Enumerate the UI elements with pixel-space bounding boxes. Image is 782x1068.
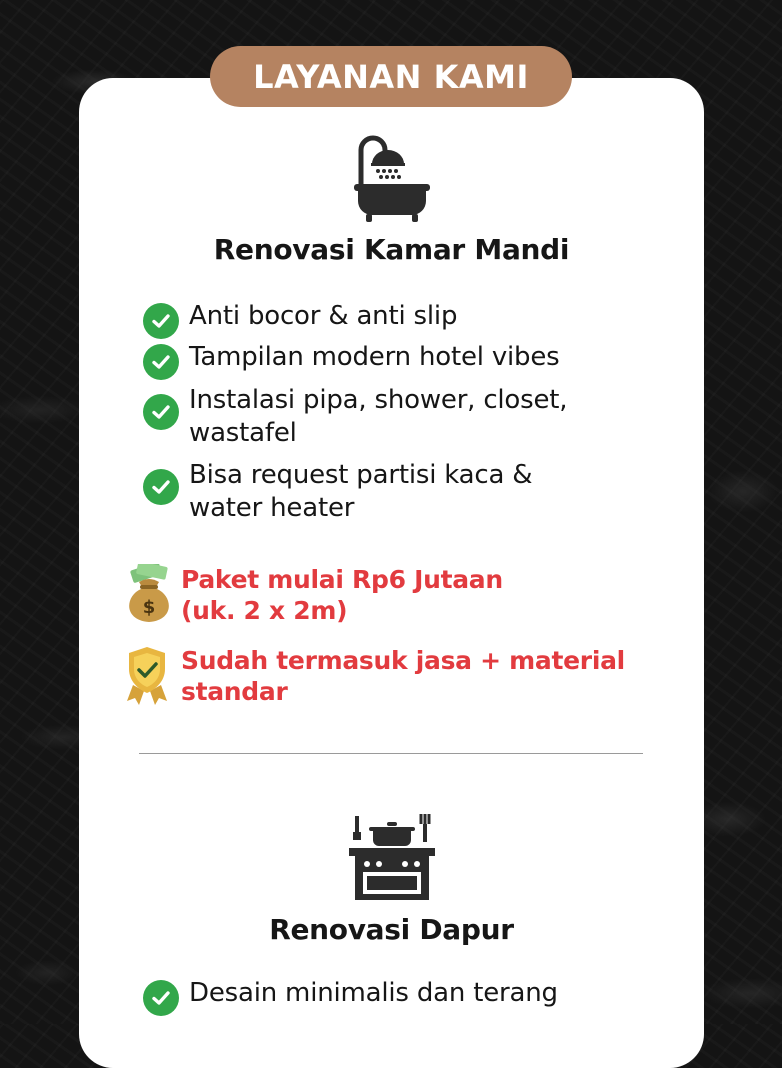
bathtub-shower-icon [352, 134, 432, 224]
section-badge [210, 46, 572, 107]
included-highlight [123, 645, 643, 709]
service-title: Renovasi Kamar Mandi [213, 233, 570, 266]
check-icon [143, 344, 179, 380]
feature-text: Tampilan modern hotel vibes [189, 342, 560, 372]
services-card [79, 78, 704, 1068]
feature-item [143, 341, 613, 380]
feature-item [143, 977, 613, 1016]
feature-text: Bisa request partisi kaca & water heater [189, 460, 533, 523]
feature-item [143, 459, 583, 525]
feature-text: Anti bocor & anti slip [189, 301, 458, 331]
price-highlight [123, 564, 643, 628]
feature-item [143, 300, 613, 339]
check-icon [143, 303, 179, 339]
check-icon [143, 980, 179, 1016]
money-bag-icon [123, 564, 181, 628]
badge-label: LAYANAN KAMI [253, 57, 529, 96]
highlight-text: Sudah termasuk jasa + material standar [181, 646, 625, 706]
check-icon [143, 469, 179, 505]
service-title: Renovasi Dapur [269, 913, 514, 946]
check-icon [143, 394, 179, 430]
highlight-text: Paket mulai Rp6 Jutaan (uk. 2 x 2m) [181, 565, 503, 625]
section-divider [139, 753, 643, 754]
kitchen-stove-icon [347, 812, 437, 904]
feature-text: Instalasi pipa, shower, closet, wastafel [189, 385, 568, 448]
feature-item [143, 384, 583, 450]
feature-text: Desain minimalis dan terang [189, 978, 558, 1008]
svg-text:$: $ [142, 597, 156, 618]
shield-badge-icon [123, 645, 181, 709]
